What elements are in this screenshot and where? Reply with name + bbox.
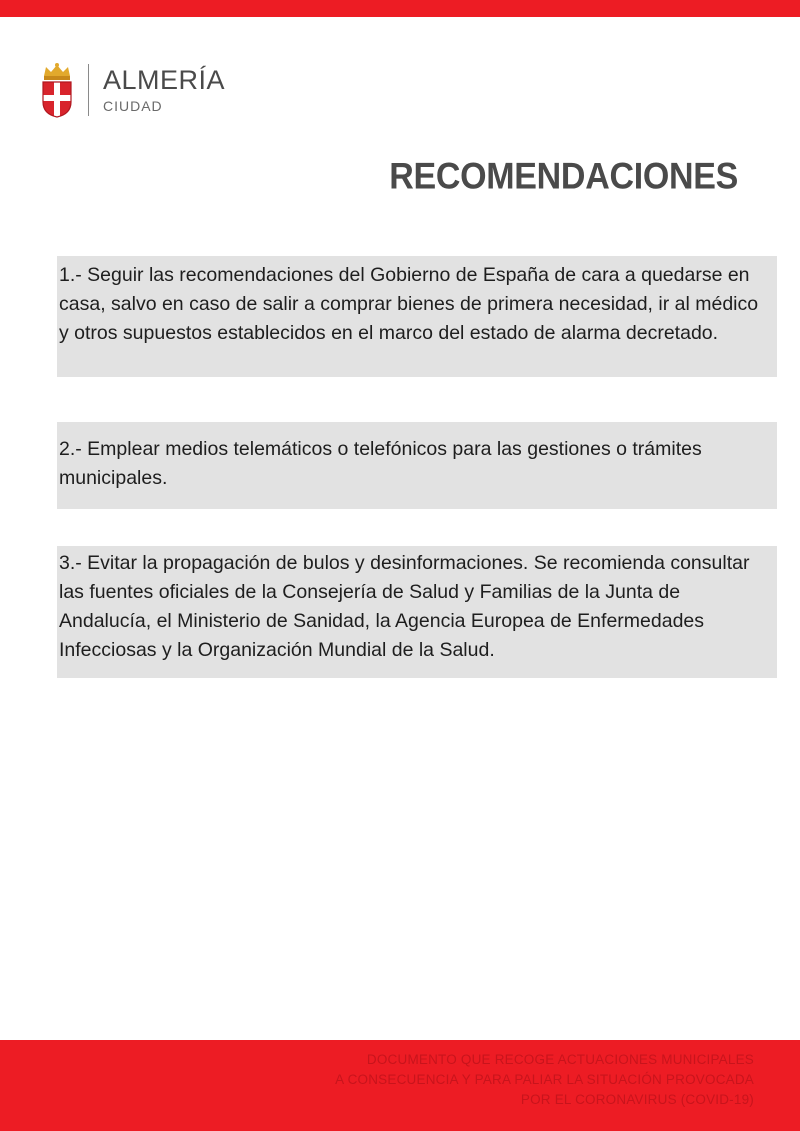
logo-city-name: ALMERÍA (103, 65, 226, 95)
footer-line: POR EL CORONAVIRUS (COVID-19) (520, 1092, 754, 1107)
city-logo (40, 62, 225, 118)
recommendation-item: 2.- Emplear medios telemáticos o telefónicos para las gestiones o trámites municipales. (57, 422, 777, 509)
footer-red-bar (0, 1040, 800, 1131)
top-red-bar (0, 0, 800, 17)
recommendation-item: 3.- Evitar la propagación de bulos y desinformaciones. Se recomienda consultar las fuentes oficiales de la Consejería de Salud y Familias de la Junta de Andalucía, el Ministerio de Sanidad, la Agencia Europea de Enfermedades Infecciosas y la Organización Mundial de la Salud. (57, 546, 777, 678)
page-title: RECOMENDACIONES (389, 156, 738, 198)
recommendation-item: 1.- Seguir las recomendaciones del Gobierno de España de cara a quedarse en casa, salvo en caso de salir a comprar bienes de primera necesidad, ir al médico y otros supuestos establecidos en el marco del estado de alarma decretado. (57, 256, 777, 377)
footer-note (335, 1050, 754, 1110)
logo-subtitle: CIUDAD (103, 98, 163, 114)
coat-of-arms-icon (40, 62, 74, 118)
footer-line: DOCUMENTO QUE RECOGE ACTUACIONES MUNICIPALES (366, 1052, 754, 1067)
logo-divider (88, 64, 89, 116)
footer-line: A CONSECUENCIA Y PARA PALIAR LA SITUACIÓN PROVOCADA (335, 1072, 754, 1087)
